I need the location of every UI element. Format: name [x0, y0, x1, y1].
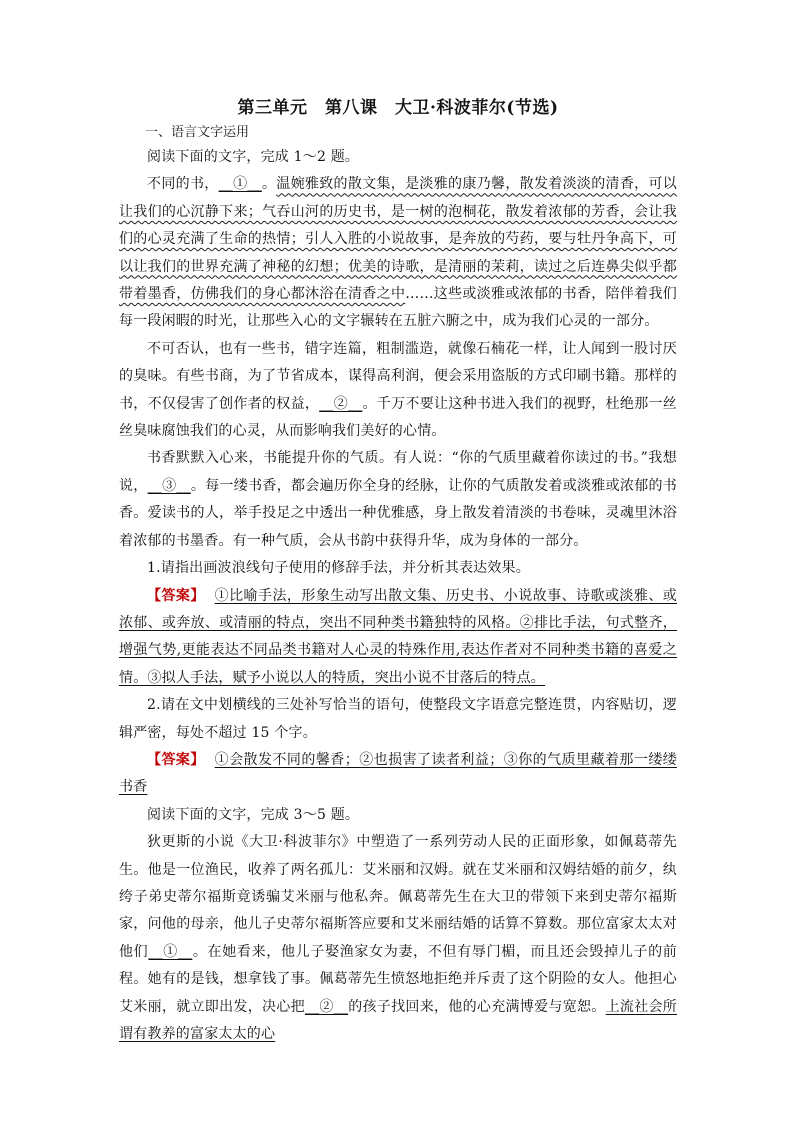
- answer-2-text: ①会散发不同的馨香；②也损害了读者利益；③你的气质里藏着那一缕缕书香: [119, 751, 677, 796]
- text: 。在她看来，他儿子娶渔家女为妻，不但有辱门楣，而且还会毁掉儿子的前程。她有的是钱，想拿钱了事。佩葛蒂先生愤怒地拒绝并斥责了这个阴险的女人。他担心艾米丽，就立即出发，决心把: [119, 943, 677, 1015]
- wavy-underlined-sentence: 温婉雅致的散文集，是淡雅的康乃馨，散发着淡淡的清香，可以让我们的心沉静下来；气吞山河的历史书，是一树的泡桐花，散发着浓郁的芳香，会让我们的心灵充满了生命的热情；引人入胜的小说故事，是奔放的芍药，要与牡丹争高下，可以让我们的世界充满了神秘的幻想；优美的诗歌，是清丽的茉莉，读过之后连鼻尖似乎都带着墨香，仿佛我们的身心都沐浴在清香之中: [119, 176, 678, 303]
- instruction-2: 阅读下面的文字，完成 3～5 题。: [147, 806, 360, 823]
- document-page: [119, 96, 677, 1048]
- blank-4-1: __①__: [148, 943, 193, 960]
- passage-paragraph-2: [119, 336, 677, 446]
- text: 书香默默入心来，书能提升你的气质。有人说：“你的气质里藏着你读过的书。”我想说，: [119, 450, 677, 494]
- text: 。每一缕书香，都会遍历你全身的经脉，让你的气质散发着或淡雅或浓郁的书香。爱读书的人，举手投足之中透出一种优雅感，身上散发着清淡的书卷味，灵魂里沐浴着浓郁的书墨香。有一种气质，会从书韵中获得升华，成为身体的一部分。: [119, 477, 677, 549]
- section-heading: 一、语言文字运用: [145, 125, 250, 140]
- blank-1: __①__: [218, 176, 262, 193]
- underlined-sentence: 上流社会所谓有教养的富家太太的心: [119, 998, 678, 1042]
- answer-1: [119, 583, 677, 693]
- text: 狄更斯的小说《大卫·科波菲尔》中塑造了一系列劳动人民的正面形象，如佩葛蒂先生。他是一位渔民，收养了两名孤儿：艾米丽和汉姆。就在艾米丽和汉姆结婚的前夕，纨绔子弟史蒂尔福斯竟诱骗艾米丽与他私奔。佩葛蒂先生在大卫的带领下来到史蒂尔福斯家，问他的母亲，他儿子史蒂尔福斯答应要和艾米丽结婚的话算不算数。那位富家太太对他们: [119, 834, 677, 960]
- answer-1-text: ①比喻手法，形象生动写出散文集、历史书、小说故事、诗歌或淡雅、或浓郁、或奔放、或清丽的特点，突出不同种类书籍独特的风格。②排比手法，句式整齐，增强气势,更能表达不同品类书籍对人心灵的特殊作用,表达作者对不同种类书籍的喜爱之情。③拟人手法，赋予小说以人的特质，突出小说不甘落后的特点。: [119, 587, 677, 686]
- blank-2: __②__: [319, 395, 363, 412]
- answer-2: [119, 747, 677, 802]
- answer-label: 【答案】: [147, 587, 205, 604]
- passage-paragraph-4: [119, 829, 677, 1048]
- blank-4-2: __②__: [304, 998, 349, 1015]
- answer-label: 【答案】: [147, 751, 205, 768]
- instruction-1: 阅读下面的文字，完成 1～2 题。: [147, 149, 360, 165]
- lesson-title: 第三单元 第八课 大卫·科波菲尔(节选): [237, 98, 559, 118]
- blank-3: __③__: [147, 477, 191, 494]
- text: 不同的书，: [147, 176, 219, 193]
- text: 不可否认，也有一些书，错字连篇，粗制滥造，就像石楠花一样，让人闻到一股讨厌的臭味。有些书商，为了节省成本，谋得高利润，便会采用盗版的方式印刷书籍。那样的书，不仅侵害了创作者的权益，: [119, 340, 677, 412]
- question-1: 1.请指出画波浪线句子使用的修辞手法，并分析其表达效果。: [147, 560, 530, 577]
- text: 的孩子找回来，他的心充满博爱与宽恕。: [348, 998, 606, 1015]
- text: 。: [261, 176, 277, 193]
- passage-paragraph-1: [119, 171, 677, 335]
- passage-paragraph-3: [119, 445, 677, 555]
- question-2: 2.请在文中划横线的三处补写恰当的语句，使整段文字语意完整连贯，内容贴切，逻辑严密，每处不超过 15 个字。: [119, 697, 677, 741]
- text: ……这些或淡雅或浓郁的书香，陪伴着我们每一段闲暇的时光，让那些入心的文字辗转在五脏六腑之中，成为我们心灵的一部分。: [119, 286, 677, 330]
- text: 。千万不要让这种书进入我们的视野，杜绝那一丝丝臭味腐蚀我们的心灵，从而影响我们美好的心情。: [119, 395, 677, 440]
